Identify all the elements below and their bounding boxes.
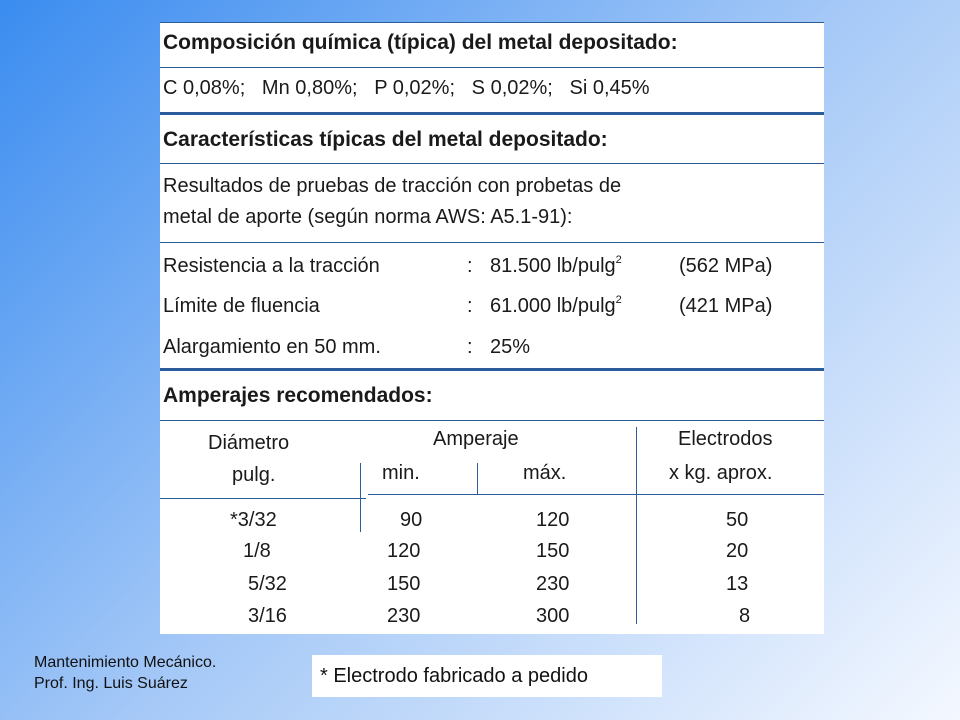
header-underline <box>368 494 824 495</box>
composition-heading: Composición química (típica) del metal depositado: <box>163 31 678 54</box>
property-label: Alargamiento en 50 mm. <box>163 336 381 358</box>
tests-line-1: Resultados de pruebas de tracción con probetas de <box>163 175 622 197</box>
property-value <box>490 335 530 359</box>
property-label: Resistencia a la tracción <box>163 255 380 277</box>
spec-panel <box>160 22 824 634</box>
property-value <box>490 294 622 318</box>
diameter-cell: *3/32 <box>230 509 277 531</box>
header-xkg: x kg. aprox. <box>669 462 773 484</box>
top-rule <box>160 22 824 23</box>
author-name: Prof. Ing. Luis Suárez <box>34 675 188 692</box>
property-separator: : <box>467 295 473 317</box>
value-text: 25% <box>490 336 531 358</box>
tests-line-2: metal de aporte (según norma AWS: A5.1-91): <box>163 206 573 228</box>
electrodes-cell: 8 <box>739 605 751 627</box>
rule <box>160 163 824 164</box>
max-cell: 150 <box>536 540 570 562</box>
electrodes-cell: 50 <box>726 509 749 531</box>
max-cell: 120 <box>536 509 570 531</box>
section-rule <box>160 368 824 371</box>
header-amperaje: Amperaje <box>433 428 519 450</box>
diameter-cell: 5/32 <box>248 573 287 595</box>
max-cell: 230 <box>536 573 570 595</box>
property-mpa: (421 MPa) <box>679 295 773 317</box>
course-name: Mantenimiento Mecánico. <box>34 654 217 671</box>
header-underline <box>160 498 366 499</box>
value-text: 81.500 lb/pulg <box>490 255 616 277</box>
section-rule <box>160 112 824 115</box>
min-cell: 90 <box>400 509 423 531</box>
author-credit <box>34 652 216 694</box>
property-mpa: (562 MPa) <box>679 255 773 277</box>
diameter-cell: 1/8 <box>243 540 271 562</box>
value-text: 61.000 lb/pulg <box>490 295 616 317</box>
rule <box>160 242 824 243</box>
column-divider <box>636 427 637 624</box>
max-cell: 300 <box>536 605 570 627</box>
property-separator: : <box>467 255 473 277</box>
min-cell: 120 <box>387 540 421 562</box>
rule <box>160 67 824 68</box>
property-value <box>490 254 622 278</box>
diameter-cell: 3/16 <box>248 605 287 627</box>
electrodes-cell: 13 <box>726 573 749 595</box>
amperages-heading: Amperajes recomendados: <box>163 384 433 407</box>
value-exponent: 2 <box>615 254 622 266</box>
header-min: min. <box>382 462 420 484</box>
min-cell: 150 <box>387 573 421 595</box>
rule <box>160 420 824 421</box>
header-max: máx. <box>523 462 567 484</box>
electrodes-cell: 20 <box>726 540 749 562</box>
property-separator: : <box>467 336 473 358</box>
min-cell: 230 <box>387 605 421 627</box>
composition-values: C 0,08%; Mn 0,80%; P 0,02%; S 0,02%; Si 0,45% <box>163 77 650 99</box>
property-label: Límite de fluencia <box>163 295 320 317</box>
header-diametro: Diámetro <box>208 432 290 454</box>
header-pulg: pulg. <box>232 464 276 486</box>
header-electrodos: Electrodos <box>678 428 773 450</box>
value-exponent: 2 <box>615 294 622 306</box>
characteristics-heading: Características típicas del metal depositado: <box>163 128 608 151</box>
column-divider <box>477 463 478 495</box>
footnote-box: * Electrodo fabricado a pedido <box>312 655 662 697</box>
